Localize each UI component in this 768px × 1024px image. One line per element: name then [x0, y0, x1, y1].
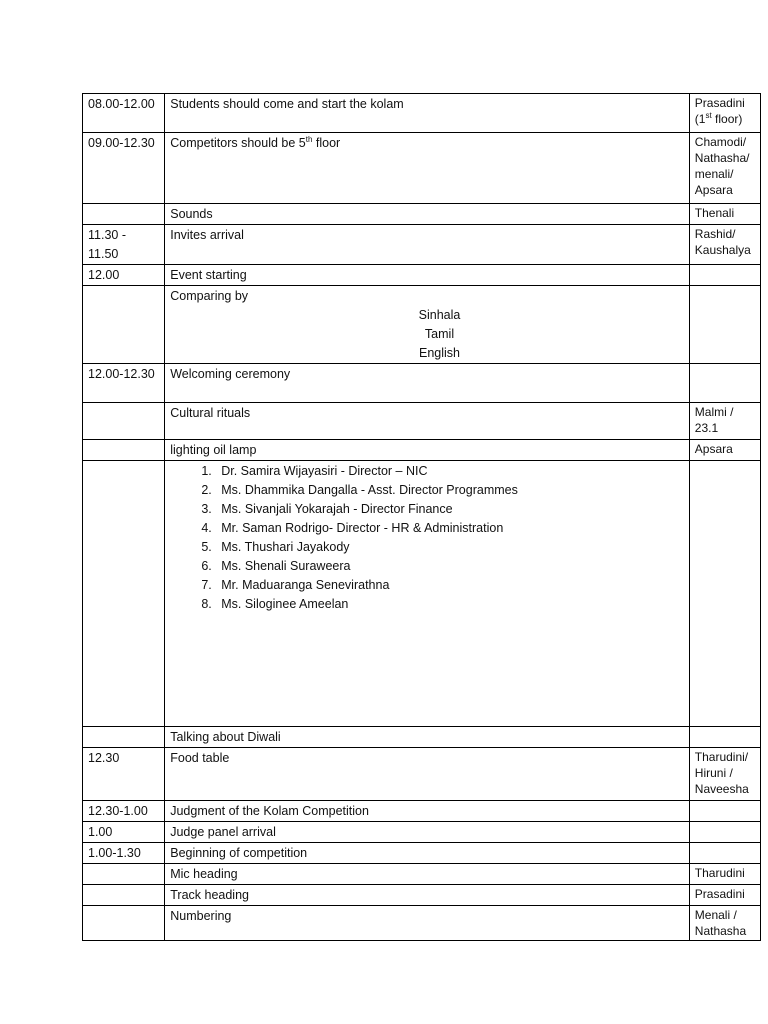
time-cell: 1.00	[83, 822, 165, 843]
table-row	[83, 94, 761, 133]
responsible-cell	[689, 727, 760, 748]
guest-item: 5. Ms. Thushari Jayakody	[215, 538, 684, 557]
time-cell: 12.30	[83, 748, 165, 801]
activity-cell: Cultural rituals	[165, 403, 690, 440]
responsible-cell	[689, 364, 760, 403]
responsible-cell	[689, 843, 760, 864]
activity-cell: Talking about Diwali	[165, 727, 690, 748]
responsible-cell	[689, 265, 760, 286]
activity-cell: Judgment of the Kolam Competition	[165, 801, 690, 822]
activity-cell: Mic heading	[165, 864, 690, 885]
time-cell	[83, 727, 165, 748]
time-cell	[83, 906, 165, 941]
responsible-cell: Malmi / 23.1	[689, 403, 760, 440]
activity-cell: Food table	[165, 748, 690, 801]
responsible-cell: Rashid/ Kaushalya	[689, 225, 760, 265]
time-cell: 12.30-1.00	[83, 801, 165, 822]
time-cell: 08.00-12.00	[83, 94, 165, 133]
table-row	[83, 843, 761, 864]
table-row	[83, 440, 761, 461]
guest-item: 6. Ms. Shenali Suraweera	[215, 557, 684, 576]
guest-item: 4. Mr. Saman Rodrigo- Director - HR & Administration	[215, 519, 684, 538]
responsible-cell	[689, 801, 760, 822]
activity-cell: Students should come and start the kolam	[165, 94, 690, 133]
responsible-cell: Chamodi/ Nathasha/ menali/ Apsara	[689, 133, 760, 204]
table-row	[83, 403, 761, 440]
guest-item: 3. Ms. Sivanjali Yokarajah - Director Finance	[215, 500, 684, 519]
activity-cell: Track heading	[165, 885, 690, 906]
table-row	[83, 204, 761, 225]
activity-cell	[165, 286, 690, 364]
table-row	[83, 364, 761, 403]
language-item: English	[419, 346, 460, 360]
activity-cell: Judge panel arrival	[165, 822, 690, 843]
responsible-cell: Menali / Nathasha	[689, 906, 760, 941]
responsible-cell	[689, 822, 760, 843]
guest-item: 8. Ms. Siloginee Ameelan	[215, 595, 684, 614]
time-cell	[83, 403, 165, 440]
time-cell	[83, 864, 165, 885]
responsible-cell: Tharudini/ Hiruni / Naveesha	[689, 748, 760, 801]
language-list	[170, 306, 684, 363]
time-cell	[83, 440, 165, 461]
activity-cell: Numbering	[165, 906, 690, 941]
time-cell: 12.00	[83, 265, 165, 286]
responsible-cell: Apsara	[689, 440, 760, 461]
activity-cell: Welcoming ceremony	[165, 364, 690, 403]
guest-item: 7. Mr. Maduaranga Senevirathna	[215, 576, 684, 595]
time-cell	[83, 885, 165, 906]
activity-cell: Event starting	[165, 265, 690, 286]
table-row	[83, 748, 761, 801]
time-cell	[83, 461, 165, 727]
activity-cell: Beginning of competition	[165, 843, 690, 864]
resp-text: Prasadini	[694, 96, 745, 110]
time-cell: 09.00-12.30	[83, 133, 165, 204]
resp-text: (1	[694, 112, 706, 126]
time-cell: 12.00-12.30	[83, 364, 165, 403]
guest-item: 1. Dr. Samira Wijayasiri - Director – NIC	[215, 462, 684, 481]
superscript: st	[705, 111, 712, 120]
activity-cell: lighting oil lamp	[165, 440, 690, 461]
table-row	[83, 864, 761, 885]
time-cell: 1.00-1.30	[83, 843, 165, 864]
table-row	[83, 133, 761, 204]
time-cell	[83, 204, 165, 225]
activity-cell: Invites arrival	[165, 225, 690, 265]
table-row	[83, 727, 761, 748]
superscript: th	[305, 134, 313, 144]
time-cell	[83, 286, 165, 364]
activity-text: Comparing by	[170, 289, 249, 303]
activity-text: Competitors should be 5	[170, 136, 306, 150]
responsible-cell: Prasadini	[689, 885, 760, 906]
table-row	[83, 906, 761, 941]
responsible-cell: Thenali	[689, 204, 760, 225]
activity-cell	[165, 133, 690, 204]
resp-text: floor)	[711, 112, 743, 126]
activity-text: floor	[312, 136, 341, 150]
table-row	[83, 801, 761, 822]
language-item: Tamil	[424, 327, 455, 341]
table-row	[83, 822, 761, 843]
table-row	[83, 265, 761, 286]
table-row	[83, 225, 761, 265]
activity-cell	[165, 461, 690, 727]
responsible-cell: Tharudini	[689, 864, 760, 885]
activity-cell: Sounds	[165, 204, 690, 225]
table-row	[83, 286, 761, 364]
responsible-cell	[689, 461, 760, 727]
guest-list	[170, 462, 684, 614]
table-row	[83, 461, 761, 727]
responsible-cell	[689, 286, 760, 364]
language-item: Sinhala	[418, 308, 461, 322]
responsible-cell	[689, 94, 760, 133]
time-cell: 11.30 - 11.50	[83, 225, 165, 265]
table-row	[83, 885, 761, 906]
guest-item: 2. Ms. Dhammika Dangalla - Asst. Director Programmes	[215, 481, 684, 500]
schedule-table	[82, 93, 761, 941]
